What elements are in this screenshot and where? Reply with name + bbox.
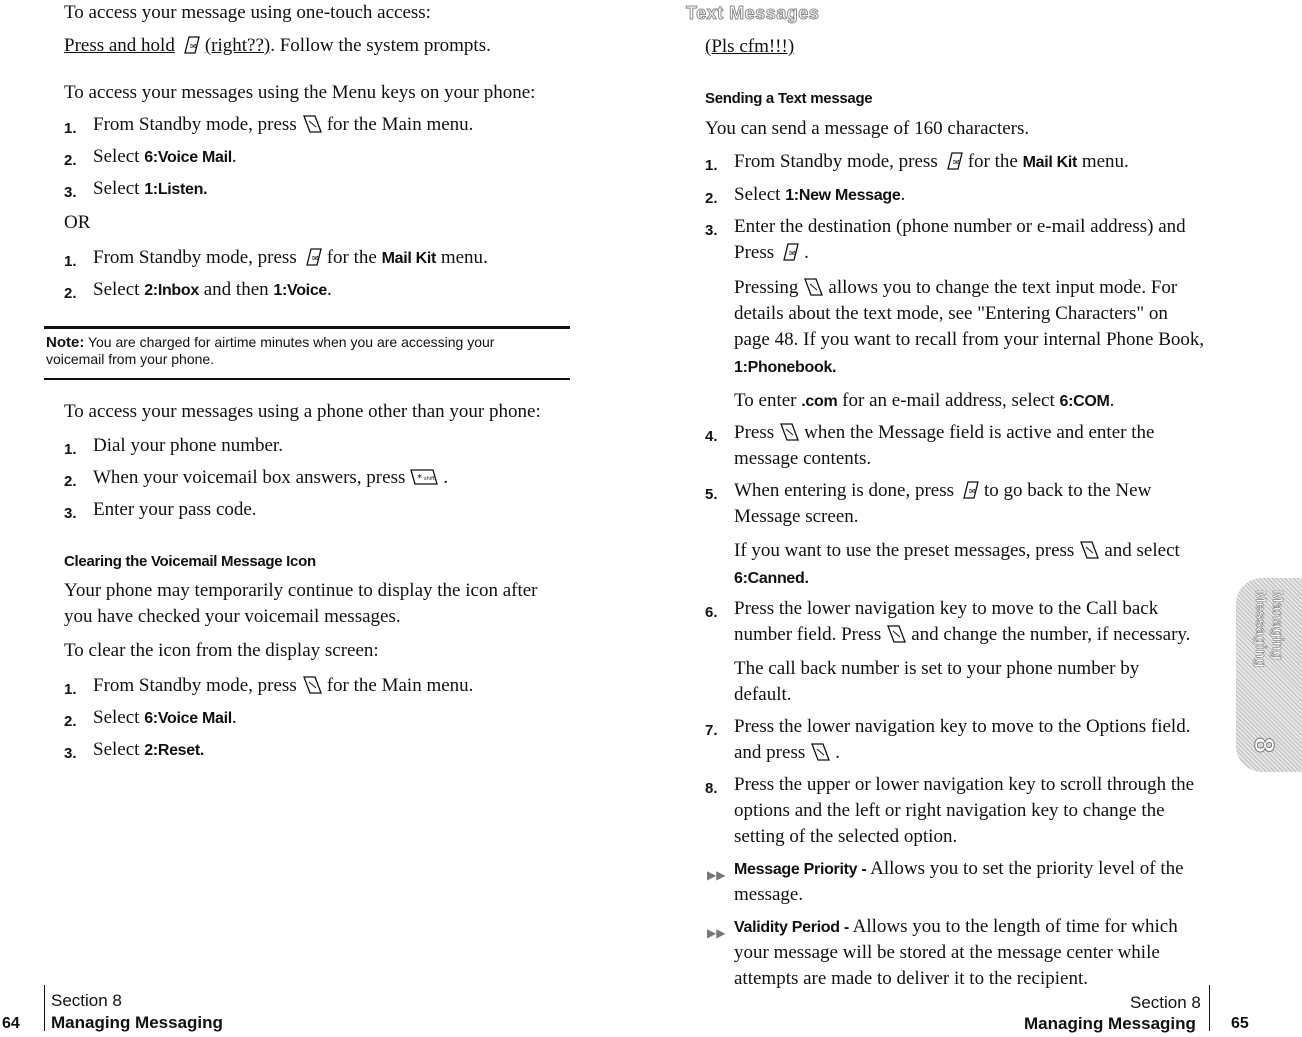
bullet-item-cont: message. [734, 884, 804, 905]
menu-key-icon [802, 277, 824, 297]
menu-key-icon [885, 624, 907, 644]
svg-text:✉: ✉ [952, 158, 960, 167]
menu-key-icon [301, 675, 323, 695]
list-item: Select 6:Voice Mail. [93, 707, 237, 728]
send-intro: You can send a message of 160 characters. [705, 118, 1030, 139]
list-item: Enter the destination (phone number or e-mail address) and [734, 216, 1186, 237]
list-item: When entering is done, press ✉ to go back to the New [734, 480, 1152, 501]
svg-text:shift: shift [424, 476, 436, 482]
mail-key-icon [179, 35, 201, 55]
svg-text:✉: ✉ [789, 249, 796, 258]
list-item: From Standby mode, press ✉ for the Mail Kit menu. [93, 247, 488, 268]
page-number: 65 [1231, 1015, 1249, 1032]
list-item: From Standby mode, press for the Main menu. [93, 114, 474, 135]
press-hold-line: Press and hold ✉ (right??). Follow the system prompts. [64, 35, 491, 56]
bullet-item-cont: attempts are made to deliver it to the recipient. [734, 968, 1089, 989]
list-item: Select 2:Inbox and then 1:Voice. [93, 279, 332, 300]
list-item: Press the lower navigation key to move to the Call back [734, 598, 1159, 619]
note-bottom-rule [44, 378, 570, 380]
list-item-cont: options and the left or right navigation key to change the [734, 800, 1165, 821]
svg-text:*: * [417, 473, 423, 484]
sub-paragraph-line: 1:Phonebook. [734, 359, 837, 376]
footer-section: Section 8 [51, 991, 122, 1010]
list-item-cont: Press ✉ . [734, 242, 809, 263]
menu-key-icon [778, 422, 800, 442]
one-touch-intro: To access your message using one-touch access: [64, 2, 431, 23]
list-item: Press the lower navigation key to move to the Options field. [734, 716, 1191, 737]
mail-key-icon [958, 480, 980, 500]
bullet-item-cont: your message will be stored at the message center while [734, 942, 1160, 963]
footer-section: Section 8 [1130, 993, 1201, 1012]
note-top-rule [44, 326, 570, 329]
footer-title: Managing Messaging [1024, 1014, 1196, 1033]
menu-key-icon [1078, 540, 1100, 560]
sub-paragraph-line: page 48. If you want to recall from your internal Phone Book, [734, 329, 1205, 350]
list-item: From Standby mode, press ✉ for the Mail Kit menu. [734, 151, 1129, 172]
clear-heading: Clearing the Voicemail Message Icon [64, 553, 316, 570]
list-item: Press the upper or lower navigation key to scroll through the [734, 774, 1195, 795]
note-box: Note: You are charged for airtime minutes when you are accessing your voicemail from your phone. [46, 334, 495, 367]
svg-text:✉: ✉ [311, 254, 319, 263]
list-item: From Standby mode, press for the Main menu. [93, 675, 474, 696]
bullet-item: Message Priority - Allows you to set the priority level of the [734, 858, 1184, 879]
arrow-bullet-icon: ▶▶ [707, 868, 726, 882]
other-phone-intro: To access your messages using a phone other than your phone: [64, 401, 541, 422]
or-label: OR [64, 212, 91, 233]
list-item-cont: setting of the selected option. [734, 826, 958, 847]
sub-paragraph: The call back number is set to your phone number by [734, 658, 1140, 679]
list-item-cont: Message screen. [734, 506, 859, 527]
arrow-bullet-icon: ▶▶ [707, 926, 726, 940]
list-item-cont: and press . [734, 742, 840, 763]
list-item: Select 1:Listen. [93, 178, 208, 199]
list-item: Enter your pass code. [93, 499, 257, 520]
list-item: When your voicemail box answers, press * shift . [93, 467, 449, 488]
mail-key-icon [301, 247, 323, 267]
menu-key-icon [301, 114, 323, 134]
footer-title: Managing Messaging [51, 1013, 223, 1032]
menu-intro: To access your messages using the Menu keys on your phone: [64, 82, 536, 103]
list-item: Press when the Message field is active and enter the [734, 422, 1155, 443]
confirm-note: (Pls cfm!!!) [705, 36, 795, 57]
list-item: Dial your phone number. [93, 435, 283, 456]
list-item: Select 6:Voice Mail. [93, 146, 237, 167]
sub-paragraph-line: details about the text mode, see "Entering Characters" on [734, 303, 1168, 324]
sub-paragraph: If you want to use the preset messages, press and select [734, 540, 1180, 561]
list-item-cont: message contents. [734, 448, 872, 469]
sub-paragraph-line: default. [734, 684, 792, 705]
footer-rule [44, 985, 45, 1031]
list-item: Select 2:Reset. [93, 739, 205, 760]
list-item: Select 1:New Message. [734, 184, 906, 205]
clear-instruction: To clear the icon from the display screen: [64, 640, 379, 661]
clear-paragraph: Your phone may temporarily continue to display the icon after [64, 580, 538, 601]
send-heading: Sending a Text message [705, 90, 873, 107]
side-tab-label: Managing Messaging 8 [1248, 590, 1286, 753]
footer-rule [1209, 985, 1210, 1031]
star-key-icon [409, 467, 439, 487]
clear-paragraph: you have checked your voicemail messages. [64, 606, 401, 627]
mail-key-icon [942, 151, 964, 171]
sub-paragraph: Pressing allows you to change the text input mode. For [734, 277, 1178, 298]
svg-text:✉: ✉ [969, 487, 976, 496]
list-item-cont: number field. Press and change the number, if necessary. [734, 624, 1191, 645]
mail-key-icon [778, 242, 800, 262]
menu-key-icon [809, 742, 831, 762]
page-number: 64 [2, 1015, 20, 1032]
sub-paragraph-line: 6:Canned. [734, 570, 809, 587]
bullet-item: Validity Period - Allows you to the length of time for which [734, 916, 1178, 937]
sub-paragraph: To enter .com for an e-mail address, select 6:COM. [734, 390, 1115, 411]
svg-text:✉: ✉ [189, 42, 197, 51]
section-header: Text Messages [686, 3, 820, 23]
